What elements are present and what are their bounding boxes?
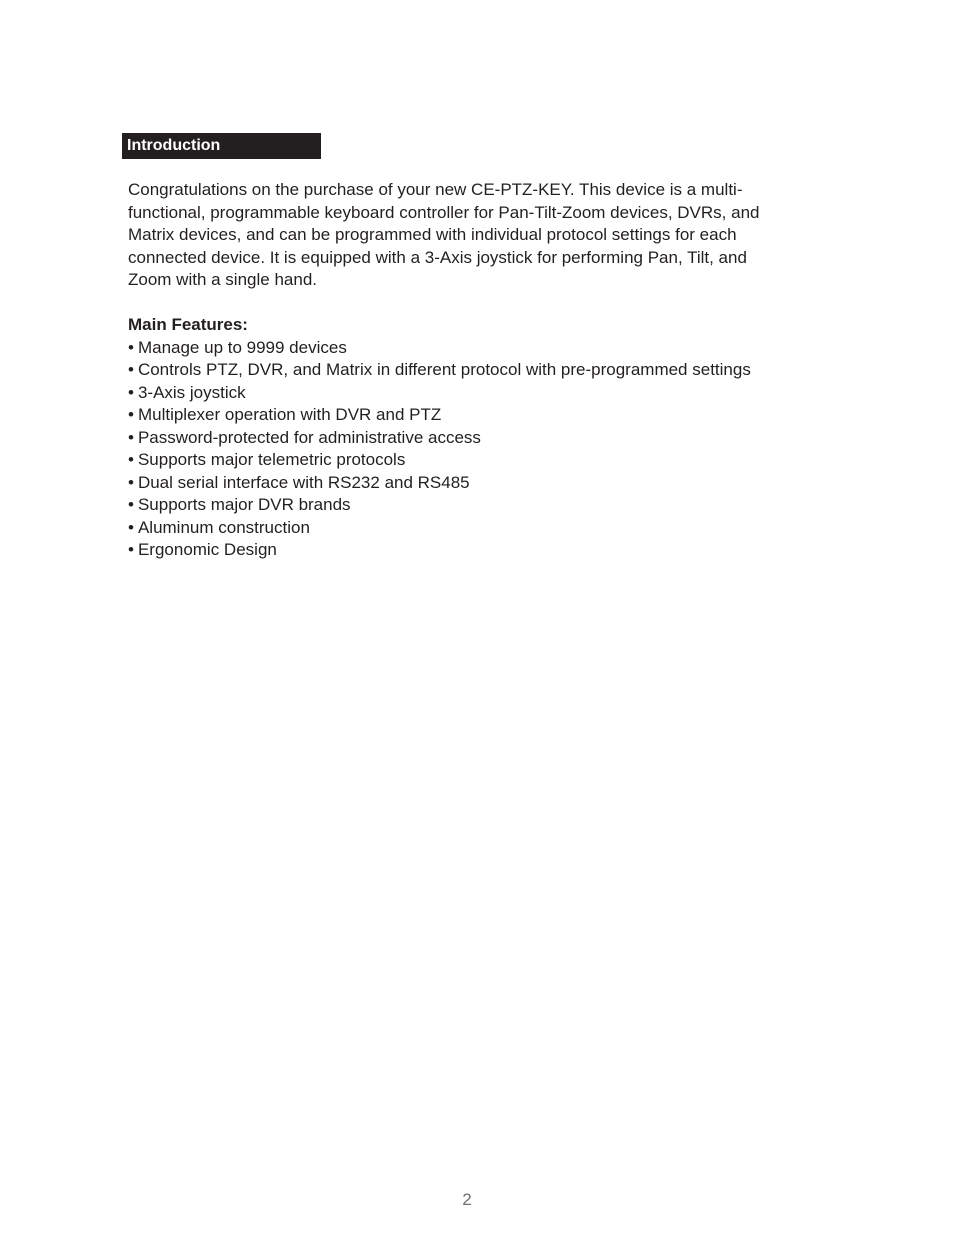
list-item: [128, 494, 828, 517]
feature-text: Supports major DVR brands: [137, 495, 351, 514]
page-number: 2: [462, 1190, 472, 1209]
feature-text: Controls PTZ, DVR, and Matrix in different protocol with pre-programmed settings: [137, 360, 751, 379]
feature-text: Password-protected for administrative access: [137, 427, 481, 447]
feature-text: Manage up to 9999 devices: [137, 337, 347, 357]
bullet-icon: •: [128, 472, 134, 492]
bullet-icon: •: [128, 427, 134, 447]
bullet-icon: •: [128, 540, 134, 559]
bullet-icon: •: [128, 450, 134, 469]
list-item: [128, 517, 828, 540]
feature-list: [128, 337, 828, 562]
list-item: [128, 472, 828, 495]
bullet-icon: •: [128, 382, 134, 402]
list-item: [128, 359, 828, 382]
section-title: Introduction: [127, 137, 221, 154]
feature-text: Aluminum construction: [137, 517, 310, 537]
list-item: [128, 539, 828, 562]
bullet-icon: •: [128, 337, 134, 357]
feature-text: Ergonomic Design: [137, 540, 277, 559]
list-item: [128, 337, 828, 360]
features-section: [128, 314, 828, 562]
list-item: [128, 382, 828, 405]
list-item: [128, 404, 828, 427]
feature-text: Multiplexer operation with DVR and PTZ: [137, 405, 442, 424]
feature-text: Dual serial interface with RS232 and RS485: [137, 472, 470, 492]
section-header-bar: [122, 133, 321, 159]
feature-text: 3-Axis joystick: [137, 382, 246, 402]
feature-text: Supports major telemetric protocols: [137, 450, 406, 469]
bullet-icon: •: [128, 405, 134, 424]
features-heading: Main Features:: [128, 315, 248, 334]
list-item: [128, 427, 828, 450]
intro-paragraph: Congratulations on the purchase of your new CE-PTZ-KEY. This device is a multi-functional, programmable keyboard controller for Pan-Tilt-Zoom devices, DVRs, and Matrix devices, and can be programmed with individual protocol settings for each connected device. It is equipped with a 3-Axis joystick for performing Pan, Tilt, and Zoom with a single hand.: [128, 180, 760, 289]
bullet-icon: •: [128, 360, 134, 379]
bullet-icon: •: [128, 495, 134, 514]
bullet-icon: •: [128, 517, 134, 537]
list-item: [128, 449, 828, 472]
